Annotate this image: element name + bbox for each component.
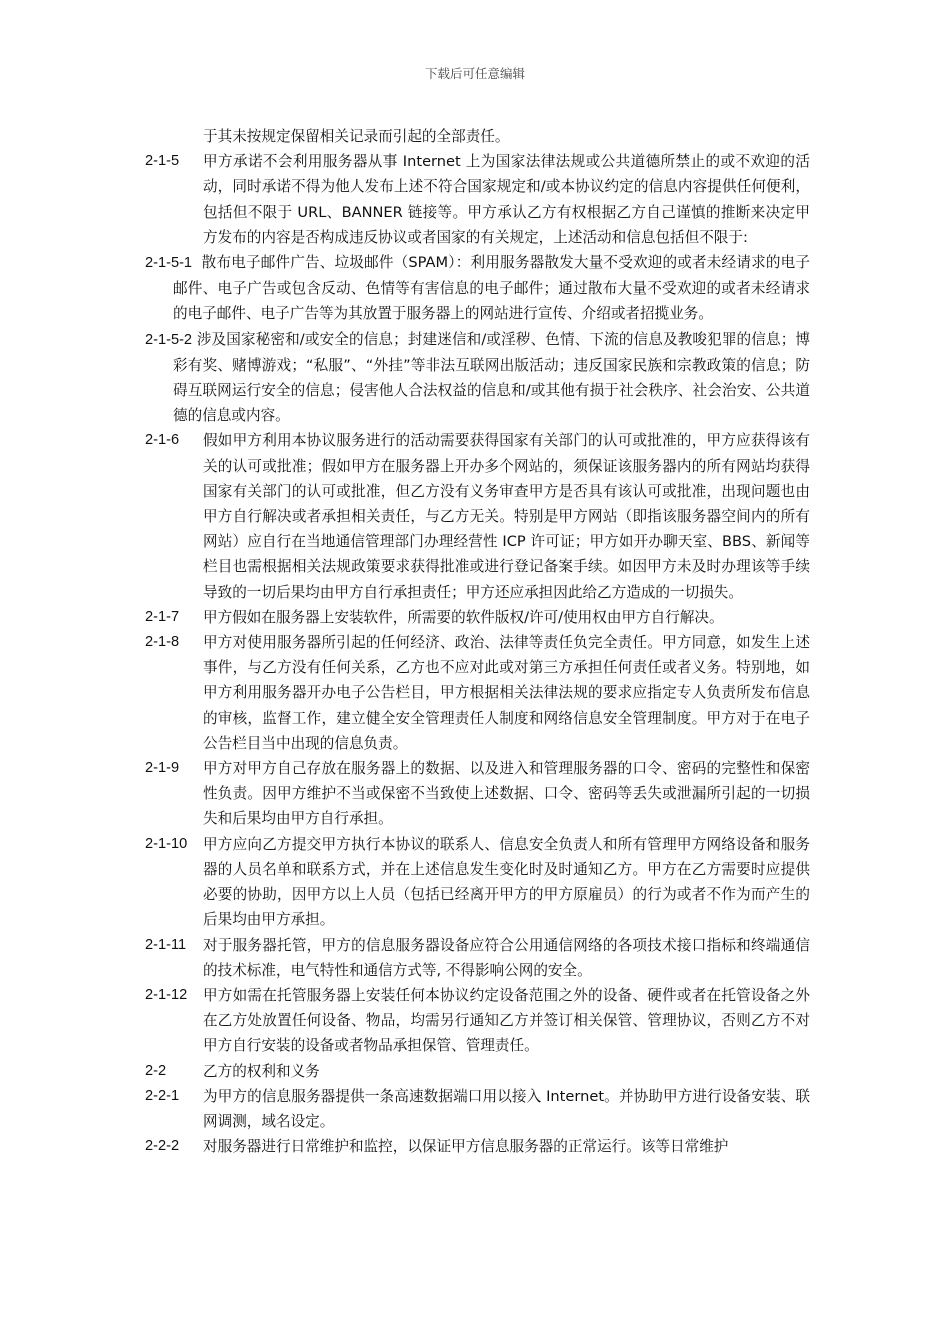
clause-2-1-5-2 <box>145 327 810 429</box>
page-header: 下载后可任意编辑 <box>424 66 525 81</box>
clause-2-1-5-1 <box>145 250 810 327</box>
clause-text: 涉及国家秘密和/或安全的信息；封建迷信和/或淫秽、色情、下流的信息及教唆犯罪的信息；博彩有奖、赌博游戏；“私服”、“外挂”等非法互联网出版活动；违反国家民族和宗教政策的信息；防碍互联网运行安全的信息；侵害他人合法权益的信息和/或其他有损于社会秩序、社会治安、公共道德的信息或内容。 <box>173 330 810 425</box>
clause-2-1-5 <box>145 149 810 250</box>
clause-number: 2-1-8 <box>145 634 180 651</box>
clause-text: 甲方假如在服务器上安装软件，所需要的软件版权/许可/使用权由甲方自行解决。 <box>203 608 724 626</box>
clause-text: 为甲方的信息服务器提供一条高速数据端口用以接入 Internet。并协助甲方进行设备安装、联网调测，域名设定。 <box>203 1087 810 1130</box>
clause-number: 2-1-11 <box>145 936 187 953</box>
clause-number: 2-2-1 <box>145 1087 180 1104</box>
clause-number: 2-2-2 <box>145 1138 180 1155</box>
clause-text: 对于服务器托管，甲方的信息服务器设备应符合公用通信网络的各项技术接口指标和终端通信的技术标准，电气特性和通信方式等, 不得影响公网的安全。 <box>203 936 810 979</box>
clause-2-1-6 <box>145 428 810 604</box>
clause-number: 2-1-5-1 <box>145 255 193 272</box>
clause-text: 对服务器进行日常维护和监控，以保证甲方信息服务器的正常运行。该等日常维护 <box>203 1138 729 1156</box>
clause-text: 甲方承诺不会利用服务器从事 Internet 上为国家法律法规或公共道德所禁止的或不欢迎的活动，同时承诺不得为他人发布上述不符合国家规定和/或本协议约定的信息内容提供任何便利，包括但不限于 URL、BANNER 链接等。甲方承认乙方有权根据乙方自己谨慎的推断来决定甲方发布的内容是否构成违反协议或者国家的有关规定，上述活动和信息包括但不限于: <box>203 153 810 246</box>
clause-text: 散布电子邮件广告、垃圾邮件（SPAM）：利用服务器散发大量不受欢迎的或者未经请求的电子邮件、电子广告或包含反动、色情等有害信息的电子邮件；通过散布大量不受欢迎的或者未经请求的电子邮件、电子广告等为其放置于服务器上的网站进行宣传、介绍或者招揽业务。 <box>173 254 810 323</box>
clause-2-1-7 <box>145 605 810 630</box>
section-number: 2-2 <box>145 1062 167 1079</box>
clause-2-2-2 <box>145 1134 810 1159</box>
clause-text: 甲方应向乙方提交甲方执行本协议的联系人、信息安全负责人和所有管理甲方网络设备和服务器的人员名单和联系方式，并在上述信息发生变化时及时通知乙方。甲方在乙方需要时应提供必要的协助，因甲方以上人员（包括已经离开甲方的甲方原雇员）的行为或者不作为而产生的后果均由甲方承担。 <box>203 835 810 929</box>
clause-number: 2-1-10 <box>145 835 188 852</box>
clause-number: 2-1-7 <box>145 608 180 625</box>
clause-number: 2-1-12 <box>145 986 188 1003</box>
clause-2-1-9 <box>145 756 810 832</box>
clause-number: 2-1-6 <box>145 432 180 449</box>
clause-number: 2-1-5 <box>145 153 180 170</box>
clause-2-2-1 <box>145 1084 810 1134</box>
section-title: 乙方的权利和义务 <box>203 1062 320 1080</box>
clause-2-1-10 <box>145 832 810 933</box>
clause-number: 2-1-9 <box>145 760 180 777</box>
clause-text: 甲方对使用服务器所引起的任何经济、政治、法律等责任负完全责任。甲方同意，如发生上述事件，与乙方没有任何关系，乙方也不应对此或对第三方承担任何责任或者义务。特别地，如甲方利用服务器开办电子公告栏目，甲方根据相关法律法规的要求应指定专人负责所发布信息的审核，监督工作，建立健全安全管理责任人制度和网络信息安全管理制度。甲方对于在电子公告栏目当中出现的信息负责。 <box>203 634 810 752</box>
clause-text: 甲方如需在托管服务器上安装任何本协议约定设备范围之外的设备、硬件或者在托管设备之外在乙方处放置任何设备、物品，均需另行通知乙方并签订相关保管、管理协议，否则乙方不对甲方自行安装的设备或者物品承担保管、管理责任。 <box>203 986 810 1055</box>
clause-2-1-8 <box>145 630 810 756</box>
clause-2-1-12 <box>145 983 810 1059</box>
paragraph-continuation: 于其未按规定保留相关记录而引起的全部责任。 <box>203 128 510 145</box>
clause-text: 假如甲方利用本协议服务进行的活动需要获得国家有关部门的认可或批准的，甲方应获得该有关的认可或批准；假如甲方在服务器上开办多个网站的，须保证该服务器内的所有网站均获得国家有关部门的认可或批准，但乙方没有义务审查甲方是否具有该认可或批准，出现问题也由甲方自行解决或者承担相关责任，与乙方无关。特别是甲方网站（即指该服务器空间内的所有网站）应自行在当地通信管理部门办理经营性 ICP 许可证；甲方如开办聊天室、BBS、新闻等栏目也需根据相关法规政策要求获得批准或进行登记备案手续。如因甲方未及时办理该等手续导致的一切后果均由甲方自行承担责任；甲方还应承担因此给乙方造成的一切损失。 <box>203 432 810 601</box>
clause-number: 2-1-5-2 <box>145 331 193 348</box>
clause-text: 甲方对甲方自己存放在服务器上的数据、以及进入和管理服务器的口令、密码的完整性和保密性负责。因甲方维护不当或保密不当致使上述数据、口令、密码等丢失或泄漏所引起的一切损失和后果均由甲方自行承担。 <box>203 760 810 828</box>
clause-2-1-11 <box>145 933 810 983</box>
section-2-2-heading <box>145 1059 810 1084</box>
document-body <box>145 124 810 1159</box>
